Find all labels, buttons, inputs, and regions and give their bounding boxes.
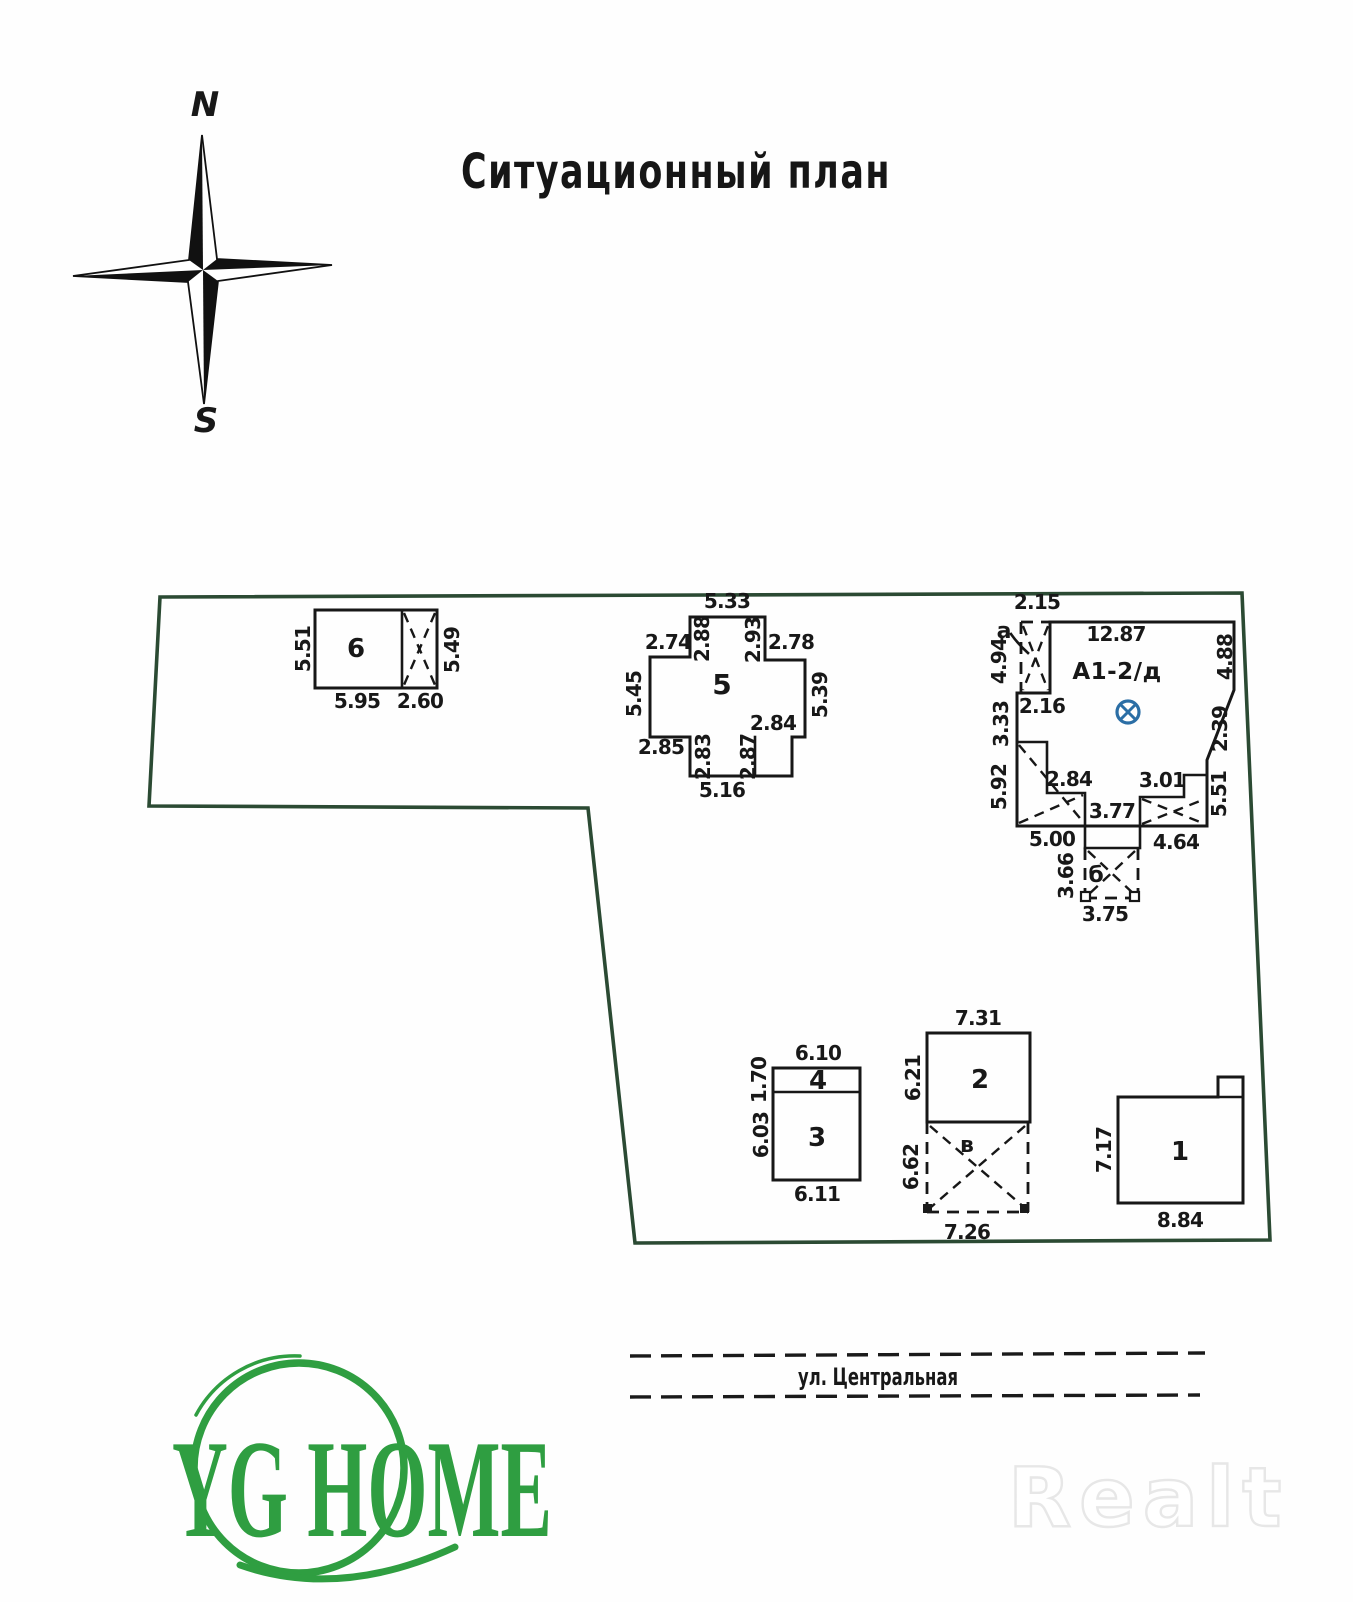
dim-b5-top-left-step: 2.74 bbox=[644, 630, 692, 654]
dim-main-right-lower: 5.51 bbox=[1207, 770, 1231, 818]
dim-b5-top-left-side: 2.88 bbox=[690, 615, 714, 663]
street-line-lower bbox=[630, 1395, 1200, 1397]
dim-b5-bottom: 5.16 bbox=[698, 778, 746, 802]
main-building-label: А1-2/д bbox=[1072, 659, 1162, 685]
building-3-4 bbox=[747, 1041, 860, 1206]
street bbox=[630, 1353, 1205, 1397]
dim-b5-left: 5.45 bbox=[622, 670, 646, 718]
building-1 bbox=[1092, 1077, 1243, 1232]
dim-main-step-left: 2.84 bbox=[1045, 767, 1093, 791]
dim-b5-bottom-left-step: 2.85 bbox=[637, 735, 685, 759]
dim-b1-left: 7.17 bbox=[1092, 1126, 1116, 1174]
dim-b5-right: 5.39 bbox=[808, 671, 832, 719]
yg-home-logo bbox=[172, 1356, 552, 1579]
porch-label: б bbox=[1088, 863, 1104, 888]
building-3-label: 3 bbox=[807, 1123, 827, 1153]
building-2 bbox=[901, 1006, 1030, 1122]
main-building bbox=[987, 590, 1237, 926]
dim-b6-right: 5.49 bbox=[440, 626, 464, 674]
dim-main-right-angled: 2.39 bbox=[1208, 705, 1232, 753]
compass-north-label: N bbox=[190, 85, 220, 125]
annex-v-corner-mark-right bbox=[1020, 1204, 1029, 1213]
dim-b3-bottom: 6.11 bbox=[793, 1182, 841, 1206]
compass-rose-icon bbox=[73, 85, 332, 441]
dim-annex-v-bottom: 7.26 bbox=[943, 1220, 991, 1244]
dim-main-bottom-left: 5.00 bbox=[1028, 827, 1076, 851]
dim-b6-bottom-right: 2.60 bbox=[396, 689, 444, 713]
page-title: Ситуационный план bbox=[461, 144, 891, 200]
dim-main-left-upper: 3.33 bbox=[989, 700, 1013, 748]
dim-main-annex-left: 4.94 bbox=[987, 637, 1011, 685]
building-1-label: 1 bbox=[1170, 1137, 1190, 1167]
dim-b5-top-right-side: 2.93 bbox=[741, 616, 765, 664]
dim-main-porch-gap: 3.77 bbox=[1088, 799, 1136, 823]
dim-b5-inner-side: 2.87 bbox=[736, 733, 760, 781]
dim-b1-bottom: 8.84 bbox=[1156, 1208, 1204, 1232]
dim-main-right-upper: 4.88 bbox=[1213, 633, 1237, 681]
dim-b5-top-right-step: 2.78 bbox=[767, 630, 815, 654]
dim-main-porch-left: 3.66 bbox=[1054, 852, 1078, 900]
dim-main-bottom-right: 4.64 bbox=[1152, 830, 1200, 854]
street-name: ул. Центральная bbox=[798, 1363, 958, 1391]
dim-main-porch-bottom: 3.75 bbox=[1081, 902, 1129, 926]
building-6-cross-b bbox=[404, 613, 435, 685]
building-6-label: 6 bbox=[346, 634, 366, 664]
dim-b4-left: 1.70 bbox=[747, 1056, 771, 1104]
compass-north-blade bbox=[189, 135, 203, 270]
building-5-label: 5 bbox=[712, 668, 732, 701]
dim-b5-bottom-left-side: 2.83 bbox=[691, 733, 715, 781]
dim-main-left-lower: 5.92 bbox=[987, 763, 1011, 811]
dim-main-annex-top: 2.15 bbox=[1013, 590, 1061, 614]
dim-b2-left: 6.21 bbox=[901, 1054, 925, 1102]
building-4-label: 4 bbox=[808, 1066, 828, 1096]
annex-a-label: а bbox=[996, 619, 1012, 644]
dim-annex-v-left: 6.62 bbox=[899, 1143, 923, 1191]
dim-main-step-right: 3.01 bbox=[1138, 768, 1186, 792]
dim-b2-top: 7.31 bbox=[954, 1006, 1002, 1030]
porch-corner-mark-right bbox=[1130, 892, 1139, 901]
building-5 bbox=[622, 589, 832, 802]
dim-b5-top: 5.33 bbox=[703, 589, 751, 613]
building-6 bbox=[291, 610, 464, 713]
dim-b4-top: 6.10 bbox=[794, 1041, 842, 1065]
veranda-left-cross-b bbox=[1019, 795, 1083, 823]
compass-south-blade bbox=[203, 270, 218, 404]
survey-point-icon bbox=[1117, 701, 1139, 723]
dim-main-annex-bottom: 2.16 bbox=[1018, 694, 1066, 718]
dim-b6-left: 5.51 bbox=[291, 625, 315, 673]
annex-v-label: в bbox=[960, 1133, 974, 1158]
annex-a-leader bbox=[1011, 634, 1028, 653]
dim-b6-bottom-left: 5.95 bbox=[333, 689, 381, 713]
building-2-label: 2 bbox=[970, 1065, 990, 1095]
street-line-upper bbox=[630, 1353, 1205, 1356]
porch-corner-mark-left bbox=[1081, 892, 1090, 901]
dim-main-top: 12.87 bbox=[1086, 622, 1146, 646]
logo-text: YG HOME bbox=[172, 1412, 552, 1567]
realt-watermark: Realt bbox=[1008, 1451, 1290, 1546]
compass-south-label: S bbox=[193, 401, 219, 441]
annex-v bbox=[899, 1122, 1029, 1244]
annex-v-corner-mark-left bbox=[923, 1204, 932, 1213]
dim-b3-left: 6.03 bbox=[749, 1111, 773, 1159]
dim-b5-inner-top: 2.84 bbox=[749, 711, 797, 735]
